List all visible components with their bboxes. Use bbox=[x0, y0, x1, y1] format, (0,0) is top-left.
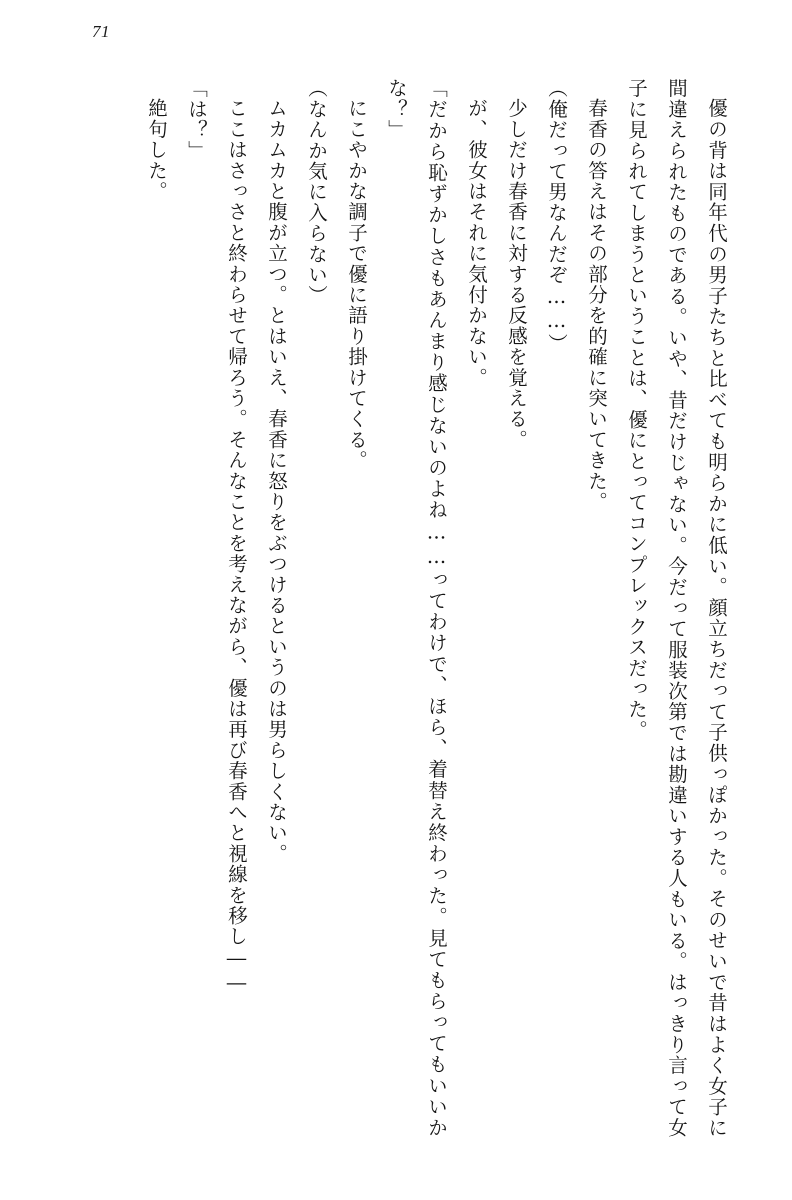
paragraph: 優の背は同年代の男子たちと比べても明らかに低い。顔立ちだって子供っぽかった。そのせいで昔はよく女子に間違えられたものである。いや、昔だけじゃない。今だって服装次第では勘違いする人もいる。はっきり言って女子に見られてしまうということは、優にとってコンプレックスだった。 bbox=[625, 78, 728, 1138]
paragraph: 絶句した。 bbox=[145, 98, 168, 202]
paragraph: が、彼女はそれに気付かない。 bbox=[465, 98, 488, 388]
paragraph: 少しだけ春香に対する反感を覚える。 bbox=[505, 98, 528, 450]
paragraph: ここはさっさと終わらせて帰ろう。そんなことを考えながら、優は再び春香へと視線を移し―― bbox=[225, 98, 248, 996]
paragraph: 春香の答えはその部分を的確に突いてきた。 bbox=[585, 98, 608, 512]
page-number: 71 bbox=[92, 22, 110, 41]
paragraph: 「は？」 bbox=[185, 78, 208, 161]
paragraph: （俺だって男なんだぞ……） bbox=[545, 78, 568, 355]
paragraph: ムカムカと腹が立つ。とはいえ、春香に怒りをぶつけるというのは男らしくない。 bbox=[265, 98, 288, 864]
paragraph: （なんか気に入らない） bbox=[305, 78, 328, 306]
paragraph: 「だから恥ずかしさもあんまり感じないのよね……ってわけで、ほら、着替え終わった。見てもらってもいいかな？」 bbox=[385, 78, 448, 1138]
paragraph: にこやかな調子で優に語り掛けてくる。 bbox=[345, 98, 368, 471]
body-text bbox=[76, 78, 736, 1138]
